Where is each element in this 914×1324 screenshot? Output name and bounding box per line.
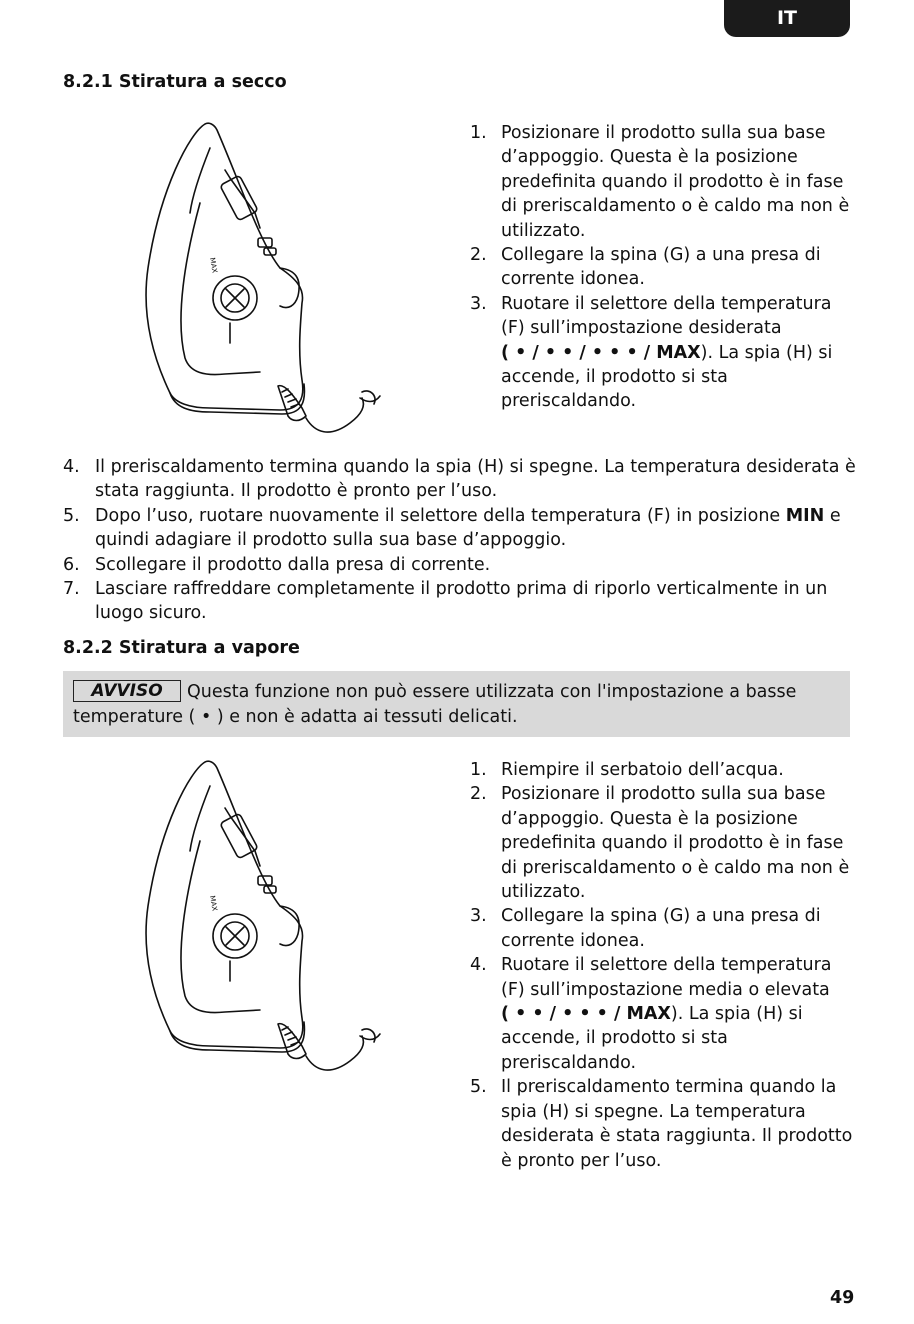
list-item: 3. Ruotare il selettore della temperatura (F) sull’impostazione desiderata ( • / • • / • • • / MAX). La spia (H) si accende, il prodotto si sta preriscaldando. — [470, 293, 833, 412]
page-number: 49 — [830, 1288, 855, 1308]
list-item: 3. Collegare la spina (G) a una presa di corrente idonea. — [470, 906, 821, 951]
notice-text: Questa funzione non può essere utilizzata con l'impostazione a basse temperature ( • ) e non è adatta ai tessuti delicati. — [73, 682, 797, 727]
svg-text:MAX: MAX — [208, 256, 219, 274]
notice-badge: AVVISO — [73, 680, 181, 702]
section-heading-dry-ironing: 8.2.1 Stiratura a secco — [63, 72, 287, 92]
list-item: 2. Posizionare il prodotto sulla sua base d’appoggio. Questa è la posizione predefinita quando il prodotto è in fase di preriscaldamento o è caldo ma non è utilizzato. — [470, 784, 850, 903]
dry-ironing-steps-bottom — [63, 455, 863, 626]
temperature-settings: ( • / • • / • • • / MAX — [501, 342, 701, 363]
list-item: 5. Dopo l’uso, ruotare nuovamente il selettore della temperatura (F) in posizione MIN e quindi adagiare il prodotto sulla sua base d’appoggio. — [63, 505, 841, 551]
language-tab: IT — [724, 0, 850, 37]
list-item: 4. Il preriscaldamento termina quando la spia (H) si spegne. La temperatura desiderata è stata raggiunta. Il prodotto è pronto per l’uso. — [63, 457, 856, 502]
steam-ironing-steps — [470, 758, 860, 1173]
list-item: 7. Lasciare raffreddare completamente il prodotto prima di riporlo verticalmente in un luogo sicuro. — [63, 579, 828, 624]
temperature-settings: ( • • / • • • / MAX — [501, 1004, 671, 1025]
list-item: 1. Riempire il serbatoio dell’acqua. — [470, 760, 784, 780]
list-item: 5. Il preriscaldamento termina quando la spia (H) si spegne. La temperatura desiderata è stata raggiunta. Il prodotto è pronto per l’uso. — [470, 1077, 853, 1171]
list-item: 1. Posizionare il prodotto sulla sua base d’appoggio. Questa è la posizione predefinita quando il prodotto è in fase di preriscaldamento o è caldo ma non è utilizzato. — [470, 123, 850, 241]
notice-box — [63, 671, 850, 737]
list-item: 6. Scollegare il prodotto dalla presa di corrente. — [63, 554, 491, 575]
section-heading-steam-ironing: 8.2.2 Stiratura a vapore — [63, 638, 300, 658]
svg-text:MAX: MAX — [208, 894, 219, 912]
steam-iron-illustration — [130, 756, 390, 1078]
list-item: 4. Ruotare il selettore della temperatura (F) sull’impostazione media o elevata ( • • / • • • / MAX). La spia (H) si accende, il prodotto si sta preriscaldando. — [470, 955, 832, 1073]
dry-ironing-steps-top — [470, 121, 860, 414]
list-item: 2. Collegare la spina (G) a una presa di corrente idonea. — [470, 245, 821, 290]
steam-iron-illustration — [130, 118, 390, 440]
